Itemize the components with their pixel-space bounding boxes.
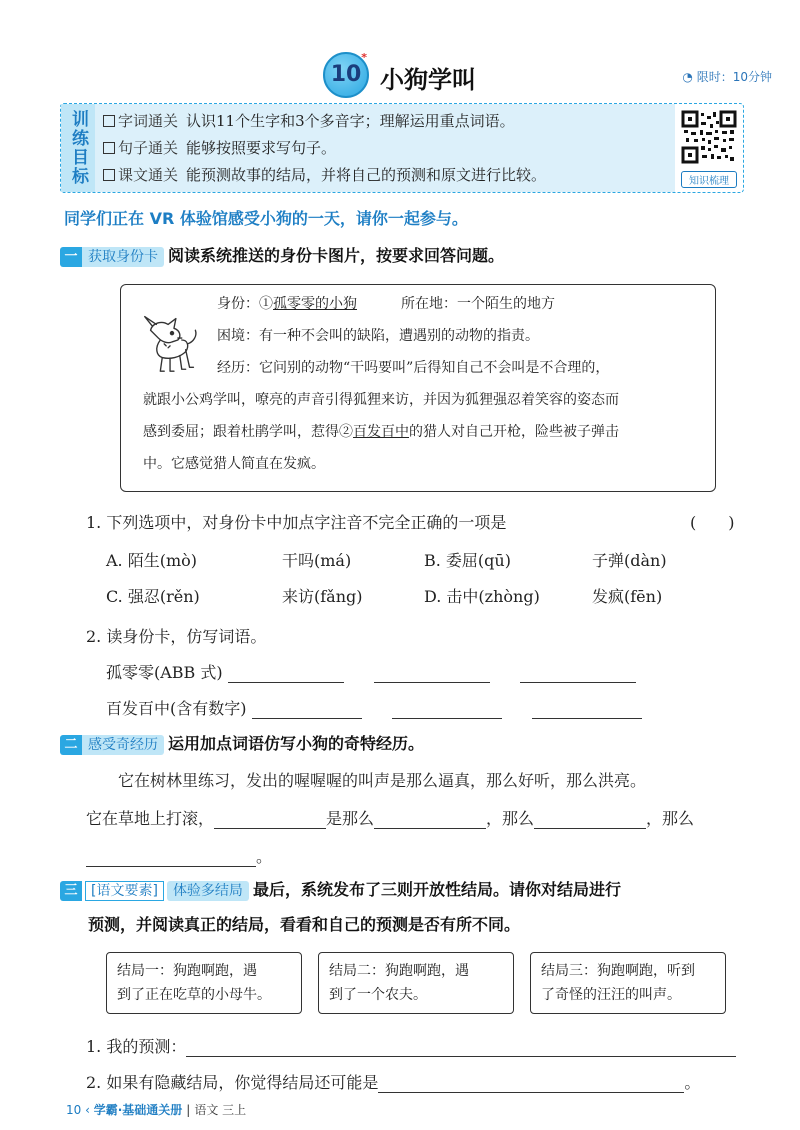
- label: 困境：: [217, 328, 259, 344]
- section-text: 运用加点词语仿写小狗的奇特经历。: [168, 734, 425, 753]
- label: 所在地：: [401, 296, 457, 312]
- value: 有一种不会叫的缺陷，遭遇别的动物的指责。: [259, 328, 539, 344]
- section-1-heading: [60, 244, 504, 268]
- ending-line: 到了正在吃草的小母牛。: [117, 987, 271, 1003]
- checkbox-icon[interactable]: [103, 142, 115, 154]
- answer-blank[interactable]: [252, 703, 362, 719]
- prompt-text: ，那么: [646, 809, 695, 828]
- lesson-star: *: [361, 51, 367, 64]
- prompt-text: 是那么: [326, 809, 375, 828]
- goals-label: 训练目标: [61, 104, 95, 192]
- answer-blank[interactable]: [392, 703, 502, 719]
- prompt-text: 。: [684, 1073, 701, 1092]
- marker: ②: [339, 424, 353, 440]
- page-number: 10: [66, 1103, 82, 1117]
- prompt-text: 。: [256, 847, 273, 866]
- qr-code[interactable]: [681, 110, 737, 172]
- goal-row: [103, 162, 667, 189]
- ending-box: [106, 952, 302, 1014]
- section-number: 三: [60, 881, 82, 901]
- answer-blank[interactable]: [532, 703, 642, 719]
- value: 它问别的动物“干吗要叫”后得知自己不会叫是不合理的，: [259, 360, 610, 376]
- prompt-text: ，那么: [486, 809, 535, 828]
- prompt-text: 2. 如果有隐藏结局，你觉得结局还可能是: [86, 1073, 379, 1092]
- answer-blank[interactable]: [228, 667, 344, 683]
- option-d-2: 发疯(fēn): [592, 587, 663, 606]
- answer-blank[interactable]: [186, 1041, 736, 1057]
- goal-category: 句子通关: [118, 139, 179, 157]
- section-3-heading: [60, 878, 621, 902]
- lesson-header: [0, 48, 800, 96]
- hidden-ending-question: [86, 1070, 700, 1093]
- intro-text: 同学们正在 VR 体验馆感受小狗的一天，请你一起参与。: [64, 209, 468, 228]
- answer-blank[interactable]: [374, 667, 490, 683]
- option-a-2: 干吗(má): [282, 551, 352, 570]
- goal-text: 能预测故事的结局，并将自己的预测和原文进行比较。: [186, 166, 547, 184]
- imitate-row-1: [106, 660, 636, 683]
- card-experience-2: 就跟小公鸡学叫，嘹亮的声音引得狐狸来访，并因为狐狸强忍着笑容的姿态而: [143, 392, 619, 408]
- section-2-heading: [60, 732, 424, 756]
- lesson-number: 10: [330, 62, 362, 87]
- value: 一个陌生的地方: [457, 296, 555, 312]
- option-a[interactable]: A. 陌生(mò): [106, 551, 198, 570]
- puppy-icon: [133, 301, 211, 379]
- lesson-number-badge: [323, 52, 369, 98]
- qr-code-icon: [681, 110, 737, 164]
- time-limit: ◔ 限时：10分钟: [682, 70, 772, 84]
- label: 经历：: [217, 360, 259, 376]
- goal-category: 课文通关: [118, 166, 179, 184]
- section-text: 最后，系统发布了三则开放性结局。请你对结局进行: [252, 880, 621, 899]
- goal-category: 字词通关: [118, 112, 179, 130]
- option-b[interactable]: B. 委屈(qū): [424, 551, 511, 570]
- card-experience-3: [143, 421, 619, 441]
- text: 的猎人对自己开枪，险些被子弹击: [409, 424, 619, 440]
- option-c[interactable]: C. 强忍(rěn): [106, 587, 200, 606]
- checkbox-icon[interactable]: [103, 115, 115, 127]
- marker: ①: [259, 296, 273, 312]
- answer-parentheses[interactable]: ( ): [690, 513, 735, 532]
- section-number: 一: [60, 247, 82, 267]
- question-1-2: 2. 读身份卡，仿写词语。: [86, 627, 267, 646]
- imitate-label: 百发百中(含有数字): [106, 699, 247, 718]
- answer-blank[interactable]: [374, 813, 486, 829]
- card-situation: [217, 325, 539, 345]
- prediction-question: [86, 1034, 736, 1057]
- ending-line: 结局一：狗跑啊跑，遇: [117, 963, 257, 979]
- identity-card: [120, 284, 716, 492]
- goals-rows: [95, 104, 675, 192]
- option-c-2: 来访(fǎng): [282, 587, 363, 606]
- question-1-1: 1. 下列选项中，对身份卡中加点字注音不完全正确的一项是: [86, 513, 507, 532]
- section-tag: 体验多结局: [167, 881, 249, 901]
- goal-row: [103, 108, 667, 135]
- card-identity: [217, 293, 357, 313]
- goal-text: 能够按照要求写句子。: [186, 139, 337, 157]
- lesson-title: 小狗学叫: [380, 66, 476, 94]
- card-experience-4: 中。它感觉猎人简直在发疯。: [143, 456, 325, 472]
- qr-caption: 知识梳理: [681, 171, 737, 188]
- section-text: 阅读系统推送的身份卡图片，按要求回答问题。: [168, 246, 505, 265]
- ending-box: [318, 952, 514, 1014]
- ending-line: 结局三：狗跑啊跑，听到: [541, 963, 695, 979]
- training-goals-box: [60, 103, 744, 193]
- ending-line: 到了一个农夫。: [329, 987, 427, 1003]
- imitate-label: 孤零零(ABB 式): [106, 663, 223, 682]
- answer-blank[interactable]: [214, 813, 326, 829]
- page-footer: 10 ‹ 学霸·基础通关册 | 语文 三上: [66, 1103, 247, 1117]
- label: 身份：: [217, 296, 259, 312]
- section-tag: 感受奇经历: [82, 735, 164, 755]
- card-location: [401, 293, 555, 313]
- section-tag: 获取身份卡: [82, 247, 164, 267]
- section-tag-element: [语文要素]: [85, 881, 164, 901]
- answer-blank[interactable]: [534, 813, 646, 829]
- imitate-sentence-end: [86, 844, 272, 867]
- imitate-sentence-line: [86, 806, 694, 829]
- goal-text: 认识11个生字和3个多音字；理解运用重点词语。: [186, 112, 515, 130]
- value: 孤零零的小狗: [273, 296, 357, 312]
- subject: 语文 三上: [194, 1103, 247, 1117]
- idiom: 百发百中: [353, 424, 409, 440]
- sample-sentence: 它在树林里练习，发出的喔喔喔的叫声是那么逼真，那么好听，那么洪亮。: [118, 771, 647, 790]
- imitate-row-2: [106, 696, 642, 719]
- answer-blank[interactable]: [378, 1077, 684, 1093]
- checkbox-icon[interactable]: [103, 169, 115, 181]
- option-b-2: 子弹(dàn): [592, 551, 667, 570]
- book-name: 学霸·基础通关册: [93, 1103, 183, 1117]
- ending-line: 了奇怪的汪汪的叫声。: [541, 987, 681, 1003]
- option-d[interactable]: D. 击中(zhòng): [424, 587, 540, 606]
- section-3-text-cont: 预测，并阅读真正的结局，看看和自己的预测是否有所不同。: [88, 915, 521, 934]
- text: 感到委屈；跟着杜鹃学叫，惹得: [143, 424, 339, 440]
- ending-box: [530, 952, 726, 1014]
- goal-row: [103, 135, 667, 162]
- prompt-text: 它在草地上打滚，: [86, 809, 215, 828]
- section-number: 二: [60, 735, 82, 755]
- answer-blank[interactable]: [520, 667, 636, 683]
- ending-line: 结局二：狗跑啊跑，遇: [329, 963, 469, 979]
- prompt-text: 1. 我的预测：: [86, 1037, 187, 1056]
- time-limit-text: 限时：10分钟: [696, 70, 772, 84]
- answer-blank[interactable]: [86, 851, 256, 867]
- card-experience-1: [217, 357, 609, 377]
